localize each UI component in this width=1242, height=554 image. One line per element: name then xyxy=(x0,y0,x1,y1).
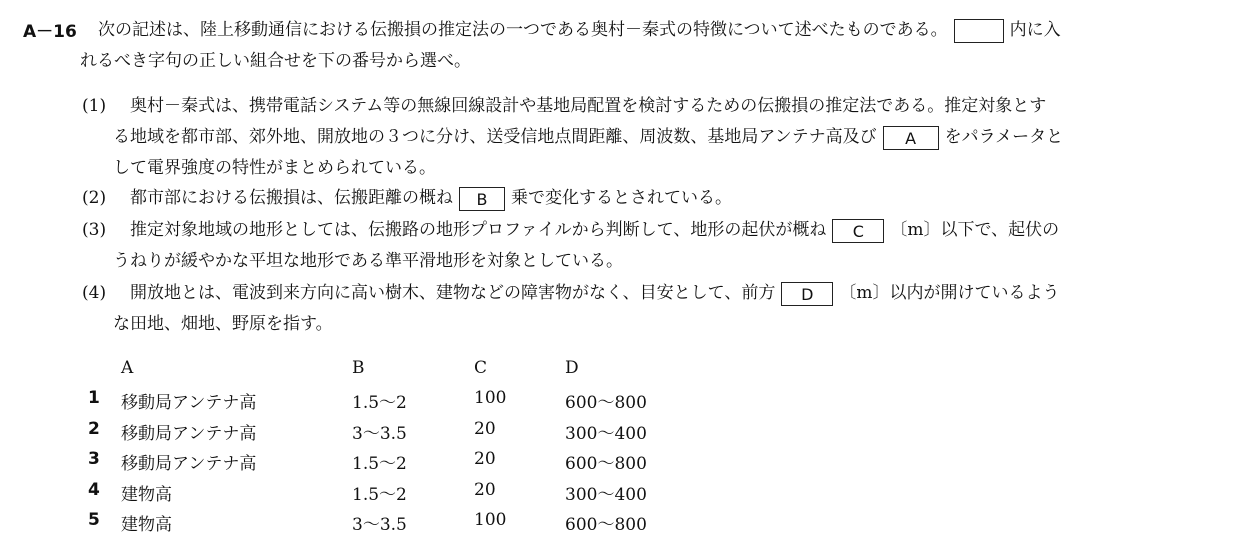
question-stem-line1 xyxy=(98,17,1061,43)
item3-line1 xyxy=(130,217,1059,243)
blank-a: A xyxy=(883,126,939,150)
choice-a: 建物高 xyxy=(121,515,172,535)
table-header-b: B xyxy=(352,358,365,378)
choice-number: 1 xyxy=(88,388,100,408)
item2-text-b: 乗で変化するとされている。 xyxy=(511,188,732,208)
choice-number: 5 xyxy=(88,510,100,530)
blank-d: D xyxy=(781,282,833,306)
item4-text-a: 開放地とは、電波到来方向に高い樹木、建物などの障害物がなく、目安として、前方 xyxy=(130,283,776,303)
item4-line2: な田地、畑地、野原を指す。 xyxy=(113,314,333,334)
stem-text-2: 内に入 xyxy=(1009,20,1061,40)
choice-number: 3 xyxy=(88,449,100,469)
choice-b: 1.5～2 xyxy=(352,393,407,413)
item3-text-a: 推定対象地域の地形としては、伝搬路の地形プロファイルから判断して、地形の起伏が概ね xyxy=(130,220,827,240)
choice-a: 移動局アンテナ高 xyxy=(121,393,257,413)
item1-line2 xyxy=(113,124,1063,150)
item1-line3: して電界強度の特性がまとめられている。 xyxy=(113,158,436,178)
choice-b: 3～3.5 xyxy=(352,424,407,444)
item3-line2: うねりが緩やかな平坦な地形である準平滑地形を対象としている。 xyxy=(113,251,623,271)
choice-b: 1.5～2 xyxy=(352,485,407,505)
choice-d: 300～400 xyxy=(565,424,647,444)
choice-c: 100 xyxy=(474,510,507,530)
item3-text-b: 〔m〕以下で、起伏の xyxy=(890,220,1060,240)
item4-text-b: 〔m〕以内が開けているよう xyxy=(839,283,1060,303)
item-number-1: (1) xyxy=(82,96,107,116)
stem-text-1: 次の記述は、陸上移動通信における伝搬損の推定法の一つである奥村－秦式の特徴について述べたものである。 xyxy=(98,20,948,40)
choice-d: 600～800 xyxy=(565,393,647,413)
table-header-d: D xyxy=(565,358,579,378)
table-header-a: A xyxy=(121,358,134,378)
choice-c: 20 xyxy=(474,419,496,439)
item4-line1 xyxy=(130,280,1059,306)
choice-c: 20 xyxy=(474,449,496,469)
choice-d: 600～800 xyxy=(565,454,647,474)
blank-b: B xyxy=(459,187,505,211)
choice-a: 建物高 xyxy=(121,485,172,505)
choice-a: 移動局アンテナ高 xyxy=(121,424,257,444)
item1-text-b: をパラメータと xyxy=(944,127,1064,147)
item-number-3: (3) xyxy=(82,220,107,240)
choice-d: 300～400 xyxy=(565,485,647,505)
choice-a: 移動局アンテナ高 xyxy=(121,454,257,474)
choice-d: 600～800 xyxy=(565,515,647,535)
choice-number: 2 xyxy=(88,419,100,439)
item-number-2: (2) xyxy=(82,188,107,208)
choice-b: 3～3.5 xyxy=(352,515,407,535)
item2-line1 xyxy=(130,185,732,211)
item1-text-a: る地域を都市部、郊外地、開放地の３つに分け、送受信地点間距離、周波数、基地局アンテナ高及び xyxy=(113,127,877,147)
choice-c: 20 xyxy=(474,480,496,500)
blank-c: C xyxy=(832,219,884,243)
table-header-c: C xyxy=(474,358,488,378)
choice-b: 1.5～2 xyxy=(352,454,407,474)
answer-blank-box xyxy=(954,19,1004,43)
choice-c: 100 xyxy=(474,388,507,408)
item1-line1: 奥村－秦式は、携帯電話システム等の無線回線設計や基地局配置を検討するための伝搬損の推定法である。推定対象とす xyxy=(130,96,1047,116)
question-stem-line2: れるべき字句の正しい組合せを下の番号から選べ。 xyxy=(80,51,471,71)
item-number-4: (4) xyxy=(82,283,107,303)
question-number: A－16 xyxy=(23,22,77,42)
item2-text-a: 都市部における伝搬損は、伝搬距離の概ね xyxy=(130,188,453,208)
choice-number: 4 xyxy=(88,480,100,500)
